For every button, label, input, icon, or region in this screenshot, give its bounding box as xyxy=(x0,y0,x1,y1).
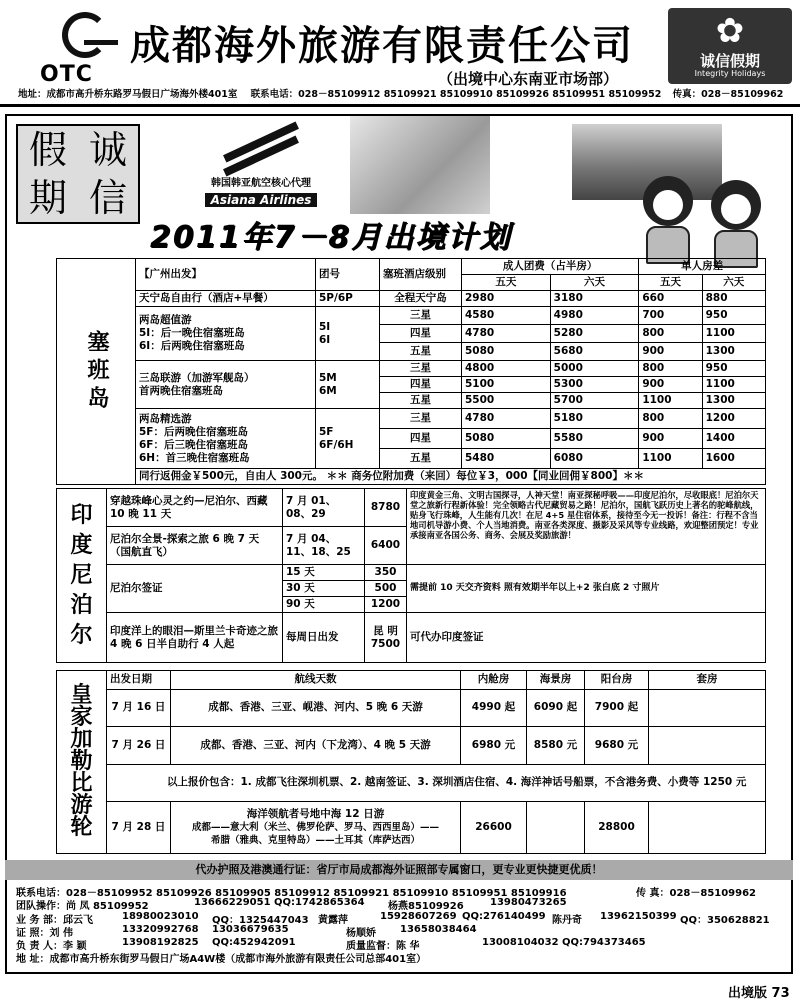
otc-logo-icon xyxy=(62,12,108,58)
contact-phone: 15928607269 xyxy=(380,910,457,922)
contact-team-qq: 13666229051 QQ:1742865364 xyxy=(194,897,365,909)
price: 5680 xyxy=(550,343,639,361)
hotel-level: 三星 xyxy=(380,307,462,325)
col-5day: 五天 xyxy=(639,275,702,291)
price: 5080 xyxy=(462,429,551,449)
passport-banner: 代办护照及港澳通行证：省厅市局成都海外证照部专属窗口，更专业更快捷更优质！ xyxy=(5,860,793,880)
tour-date: 每周日出发 xyxy=(283,613,365,663)
contact-phone: 13658038464 xyxy=(400,923,477,935)
header-fax: 028－85109962 xyxy=(701,89,784,100)
tour-city-price: 昆 明 7500 xyxy=(365,613,407,663)
group-code: 5M 6M xyxy=(316,361,380,409)
hotel-level: 五星 xyxy=(380,449,462,469)
price: 1400 xyxy=(702,429,765,449)
group-code: 5F 6F/6H xyxy=(316,409,380,469)
cruise-date: 7 月 16 日 xyxy=(107,689,171,726)
footer-address: 地 址：成都市高升桥东街罗马假日广场A4W楼（成都市海外旅游有限责任公司总部401室） xyxy=(16,954,427,966)
price: 950 xyxy=(702,307,765,325)
airline-en: Asiana Airlines xyxy=(205,193,318,207)
price: 4980 xyxy=(550,307,639,325)
price: 5180 xyxy=(550,409,639,429)
package-name: 天宁岛自由行（酒店+早餐） xyxy=(136,291,316,307)
cruise-price: 28800 xyxy=(585,801,649,853)
contact-team-2-phone: 13980473265 xyxy=(490,897,567,909)
contact-phone: 13008104032 xyxy=(482,937,559,949)
address-bar xyxy=(0,88,800,102)
hotel-level: 四星 xyxy=(380,325,462,343)
price: 5000 xyxy=(550,361,639,377)
sri-lanka-tour: 印度洋上的眼泪—斯里兰卡奇迹之旅 4 晚 6 日半自助行 4 人起 xyxy=(107,613,283,663)
stamp-char: 期 xyxy=(28,176,67,220)
package-group-2: 三岛联游（加游军舰岛） 首两晚住宿塞班岛 xyxy=(136,361,316,409)
cartoon-kids-illustration xyxy=(632,170,782,266)
header-adult: 成人团费（占半房） xyxy=(462,259,639,275)
price: 5500 xyxy=(462,393,551,409)
header-inside: 内舱房 xyxy=(461,671,527,690)
col-5day: 五天 xyxy=(462,275,551,291)
header-group: 团号 xyxy=(316,259,380,291)
header-phones: 028－85109912 85109921 85109910 85109926 85109951 85109952 xyxy=(298,89,662,100)
stamp-char: 诚 xyxy=(88,128,127,172)
nepal-visa: 尼泊尔签证 xyxy=(107,565,283,613)
origin-label: 【广州出发】 xyxy=(136,259,316,291)
price: 5580 xyxy=(550,429,639,449)
header-date: 出发日期 xyxy=(107,671,171,690)
fax-label: 传真： xyxy=(672,89,702,100)
group-code: 5P/6P xyxy=(316,291,380,307)
hotel-level: 三星 xyxy=(380,361,462,377)
cruise-route: 成都、香港、三亚、岘港、河内、5 晚 6 天游 xyxy=(171,689,461,726)
nepal-tour-2: 尼泊尔全景-探索之旅 6 晚 7 天（国航直飞） xyxy=(107,527,283,565)
price: 1300 xyxy=(702,393,765,409)
plan-title: 2011年7－8月出境计划 xyxy=(150,220,512,255)
contact-phone: 13962150399 xyxy=(600,910,677,922)
flower-icon: ✿ xyxy=(715,11,745,51)
price: 1200 xyxy=(702,409,765,429)
price: 1600 xyxy=(702,449,765,469)
contact-phone: 13036679635 xyxy=(212,923,289,935)
visa-duration: 90 天 xyxy=(283,597,365,613)
price: 5080 xyxy=(462,343,551,361)
price: 1100 xyxy=(702,325,765,343)
saipan-table xyxy=(56,258,766,485)
brand-en: Integrity Holidays xyxy=(694,69,766,78)
cruise-price: 8580 元 xyxy=(527,727,585,764)
tour-price: 6400 xyxy=(365,527,407,565)
group-code: 5I 6I xyxy=(316,307,380,361)
price: 800 xyxy=(639,409,702,429)
price: 700 xyxy=(639,307,702,325)
integrity-stamp xyxy=(16,124,140,224)
contact-manager: 负 责 人：李 颖 xyxy=(16,941,87,953)
contact-qq: QQ:452942091 xyxy=(212,937,296,949)
brand-logo xyxy=(668,8,792,84)
price: 950 xyxy=(702,361,765,377)
price: 1100 xyxy=(639,393,702,409)
contact-qq: QQ：1325447043 xyxy=(212,914,309,926)
nepal-description: 印度黄金三角、文明古国探寻，人神天堂！南亚探秘呼吸——印度尼泊尔，尽收眼底！尼泊尔天堂之旅新行程新体验！完全领略古代尼藏贸易之路！尼泊尔，国航飞跃历史上著名的驼峰航线，贴身飞行珠峰，人生能有几次！在尼 4+5 星住宿体系，接待至今无一投诉！备注：行程不含当地司机导游小费、个人当地消费。南亚各类深度、摄影及采风等专业线路，欢迎整团预定！专业承接南亚各国公务、商务、会展及奖励旅游！ xyxy=(407,489,766,565)
visa-price: 500 xyxy=(365,581,407,597)
col-6day: 六天 xyxy=(550,275,639,291)
tour-date: 7 月 01、08、29 xyxy=(283,489,365,527)
nepal-table xyxy=(56,488,766,663)
cruise-route: 成都、香港、三亚、河内（下龙湾）、4 晚 5 天游 xyxy=(171,727,461,764)
tour-price: 8780 xyxy=(365,489,407,527)
hotel-level: 五星 xyxy=(380,343,462,361)
cruise-inclusions: 以上报价包含：1. 成都飞往深圳机票、2. 越南签证、3. 深圳酒店住宿、4. 海洋神话号船票，不含港务费、小费等 1250 元 xyxy=(107,764,766,801)
cruise-price: 7900 起 xyxy=(585,689,649,726)
contact-quality: 质量监督：陈 华 xyxy=(346,941,420,953)
price: 1100 xyxy=(639,449,702,469)
region-nepal: 印度尼泊尔 xyxy=(57,489,107,663)
contact-visa-2: 杨顺娇 xyxy=(346,927,376,939)
divider xyxy=(0,104,800,107)
header-suite: 套房 xyxy=(649,671,766,690)
price: 4800 xyxy=(462,361,551,377)
cruise-price: 26600 xyxy=(461,801,527,853)
contact-qq: QQ:794373465 xyxy=(562,937,646,949)
department-subtitle: （出境中心东南亚市场部） xyxy=(438,70,619,88)
price: 4780 xyxy=(462,325,551,343)
price: 880 xyxy=(702,291,765,307)
price: 5280 xyxy=(550,325,639,343)
price: 660 xyxy=(639,291,702,307)
cruise-table xyxy=(56,670,766,854)
contact-team-2: 杨燕85109926 xyxy=(388,901,464,913)
contact-sales: 业 务 部：邱云飞 xyxy=(16,914,93,926)
cruise-price: 4990 起 xyxy=(461,689,527,726)
phone-label: 联系电话： xyxy=(250,89,299,100)
contact-fax: 传 真：028－85109962 xyxy=(636,888,757,899)
stamp-char: 信 xyxy=(88,176,127,220)
contact-phone: 18980023010 xyxy=(122,910,199,922)
price: 4780 xyxy=(462,409,551,429)
region-saipan: 塞班岛 xyxy=(57,259,136,485)
header-balcony: 阳台房 xyxy=(585,671,649,690)
company-title: 成都海外旅游有限责任公司 xyxy=(130,22,634,69)
contact-phones: 联系电话：028－85109952 85109926 85109905 85109912 85109921 85109910 85109951 85109916 xyxy=(16,888,567,899)
brand-cn: 诚信假期 xyxy=(699,52,760,70)
price: 1300 xyxy=(702,343,765,361)
price: 1100 xyxy=(702,377,765,393)
saipan-note: 同行返佣金￥500元，自由人 300元。 ＊＊ 商务位附加费（来回）每位￥3，000【同业回佣￥800】＊＊ xyxy=(136,469,766,485)
price: 5300 xyxy=(550,377,639,393)
price: 800 xyxy=(639,361,702,377)
region-cruise: 皇家加勒比游轮 xyxy=(57,671,107,854)
korean-dancer-photo xyxy=(350,116,490,214)
contact-sales-3: 陈丹奇 xyxy=(552,914,582,926)
contact-phone: 13908192825 xyxy=(122,937,199,949)
visa-price: 1200 xyxy=(365,597,407,613)
price: 900 xyxy=(639,377,702,393)
visa-price: 350 xyxy=(365,565,407,581)
header-hotel: 塞班酒店级别 xyxy=(380,259,462,291)
cruise-date: 7 月 28 日 xyxy=(107,801,171,853)
india-visa-note: 可代办印度签证 xyxy=(407,613,766,663)
price: 2980 xyxy=(462,291,551,307)
price: 5480 xyxy=(462,449,551,469)
package-group-1: 两岛超值游 5I：后一晚住宿塞班岛 6I：后两晚住宿塞班岛 xyxy=(136,307,316,361)
header-route: 航线天数 xyxy=(171,671,461,690)
col-6day: 六天 xyxy=(702,275,765,291)
price: 6080 xyxy=(550,449,639,469)
tour-date: 7 月 04、11、18、25 xyxy=(283,527,365,565)
contact-qq: QQ：350628821 xyxy=(680,914,770,926)
price: 3180 xyxy=(550,291,639,307)
hotel-level: 全程天宁岛 xyxy=(380,291,462,307)
contact-qq: QQ:276140499 xyxy=(462,910,546,922)
price: 900 xyxy=(639,429,702,449)
cruise-price-empty xyxy=(649,801,766,853)
hotel-level: 四星 xyxy=(380,377,462,393)
cruise-price: 6980 元 xyxy=(461,727,527,764)
hotel-level: 三星 xyxy=(380,409,462,429)
hotel-level: 五星 xyxy=(380,393,462,409)
price: 900 xyxy=(639,343,702,361)
header-seaview: 海景房 xyxy=(527,671,585,690)
asiana-wing-icon xyxy=(221,124,301,170)
airline-cn: 韩国韩亚航空核心代理 xyxy=(211,178,311,189)
contact-team: 团队操作：尚 凤 85109952 xyxy=(16,901,149,913)
price: 5700 xyxy=(550,393,639,409)
cruise-price-empty xyxy=(527,801,585,853)
otc-logo-text: OTC xyxy=(40,62,93,87)
package-group-3: 两岛精选游 5F：后两晚住宿塞班岛 6F：后三晚住宿塞班岛 6H：首三晚住宿塞班岛 xyxy=(136,409,316,469)
price: 5100 xyxy=(462,377,551,393)
hotel-level: 四星 xyxy=(380,429,462,449)
cruise-price: 9680 元 xyxy=(585,727,649,764)
cruise-price: 6090 起 xyxy=(527,689,585,726)
page-number: 出境版 73 xyxy=(728,986,790,1000)
header-single: 单人房差 xyxy=(639,259,766,275)
visa-duration: 15 天 xyxy=(283,565,365,581)
contacts-block xyxy=(16,884,796,964)
contact-sales-2: 黄露萍 xyxy=(318,914,348,926)
visa-duration: 30 天 xyxy=(283,581,365,597)
stamp-char: 假 xyxy=(28,128,67,172)
contact-phone: 13320992768 xyxy=(122,923,199,935)
contact-visa: 证 照：刘 伟 xyxy=(16,927,73,939)
cruise-route-med: 海洋领航者号地中海 12 日游 成都——意大利（米兰、佛罗伦萨、罗马、西西里岛）—— 希腊（雅典、克里特岛）——土耳其（库萨达西） xyxy=(171,801,461,853)
nepal-tour-1: 穿越珠峰心灵之约—尼泊尔、西藏 10 晚 11 天 xyxy=(107,489,283,527)
price: 4580 xyxy=(462,307,551,325)
cruise-price-empty xyxy=(649,727,766,764)
cruise-date: 7 月 26 日 xyxy=(107,727,171,764)
airline-logo xyxy=(186,118,336,210)
cruise-price-empty xyxy=(649,689,766,726)
visa-note: 需提前 10 天交齐资料 照有效期半年以上+2 张白底 2 寸照片 xyxy=(407,565,766,613)
header-address: 地址：成都市高升桥东路罗马假日广场海外楼401室 xyxy=(18,89,238,100)
price: 800 xyxy=(639,325,702,343)
